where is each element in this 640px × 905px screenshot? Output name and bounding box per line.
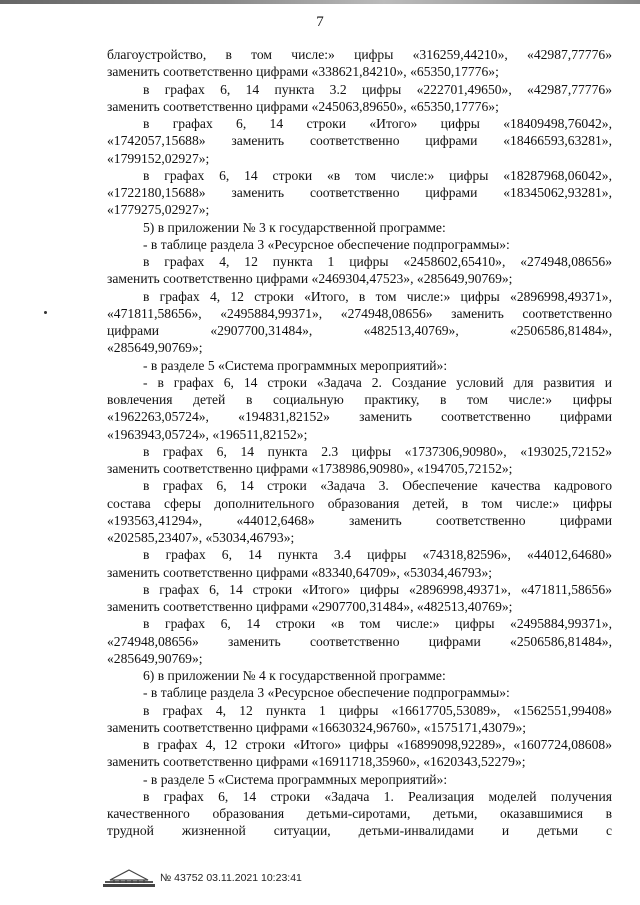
text-line: 5) в приложении № 3 к государственной программе: — [143, 219, 446, 235]
text-line: - в таблице раздела 3 «Ресурсное обеспечение подпрограммы»: — [143, 236, 510, 252]
footer — [102, 868, 522, 892]
text-line: в графах 6, 14 строки «Задача 3. Обеспечение качества кадрового — [143, 478, 612, 494]
text-line: заменить соответственно цифрами «16911718,35960», «1620343,52279»; — [107, 754, 526, 770]
text-line: - в разделе 5 «Система программных мероприятий»: — [143, 771, 448, 787]
text-line: «193563,41294», «44012,6468» заменить соответственно цифрами — [107, 512, 612, 528]
text-line: «471811,58656», «2495884,99371», «274948,08656» заменить соответственно — [107, 305, 612, 321]
text-line: заменить соответственно цифрами «245063,89650», «65350,17776»; — [107, 98, 499, 114]
text-line: в графах 6, 14 пункта 3.2 цифры «222701,49650», «42987,77776» — [143, 81, 612, 97]
text-line: заменить соответственно цифрами «83340,64709», «53034,46793»; — [107, 564, 493, 580]
text-line: в графах 6, 14 строки «в том числе:» цифры «2495884,99371», — [143, 616, 612, 632]
text-line: «202585,23407», «53034,46793»; — [107, 530, 295, 545]
text-line: «1742057,15688» заменить соответственно цифрами «18466593,63281», — [107, 133, 612, 149]
document-body — [107, 46, 612, 840]
text-line: в графах 6, 14 пункта 3.4 цифры «74318,82596», «44012,64680» — [143, 547, 612, 563]
text-line: в графах 6, 14 пункта 2.3 цифры «1737306,90980», «193025,72152» — [143, 443, 612, 459]
text-line: состава сферы дополнительного образования детей, в том числе:» цифры — [107, 495, 612, 511]
text-line: «285649,90769»; — [107, 650, 203, 666]
text-line: 6) в приложении № 4 к государственной программе: — [143, 668, 446, 683]
doc-datetime: 03.11.2021 10:23:41 — [206, 872, 302, 884]
text-line: в графах 6, 14 строки «в том числе:» цифры «18287968,06042», — [143, 167, 612, 183]
text-line: - в разделе 5 «Система программных мероприятий»: — [143, 357, 448, 373]
registration-stamp — [160, 872, 302, 884]
text-line: в графах 4, 12 строки «Итого, в том числе:» цифры «2896998,49371», — [143, 288, 612, 304]
government-building-icon — [102, 868, 156, 888]
scan-speck — [44, 311, 47, 314]
text-line: в графах 4, 12 пункта 1 цифры «16617705,53089», «1562551,99408» — [143, 702, 612, 718]
page-number: 7 — [316, 14, 324, 30]
text-line: в графах 6, 14 строки «Задача 1. Реализация моделей получения — [143, 788, 612, 804]
text-line: «1779275,02927»; — [107, 202, 210, 218]
text-line: «285649,90769»; — [107, 340, 203, 356]
text-line: «1722180,15688» заменить соответственно цифрами «18345062,93281», — [107, 185, 612, 200]
text-line: вовлечения детей в социальную практику, в том числе:» цифры — [107, 392, 612, 407]
text-line: заменить соответственно цифрами «338621,84210», «65350,17776»; — [107, 64, 499, 80]
text-line: заменить соответственно цифрами «2907700,31484», «482513,40769»; — [107, 599, 513, 614]
text-line: в графах 6, 14 строки «Итого» цифры «2896998,49371», «471811,58656» — [143, 581, 612, 597]
text-line: благоустройство, в том числе:» цифры «316259,44210», «42987,77776» — [107, 47, 612, 62]
text-line: в графах 4, 12 строки «Итого» цифры «16899098,92289», «1607724,08608» — [143, 737, 612, 752]
text-line: качественного образования детьми-сиротами, детьми, оказавшимися в — [107, 806, 612, 821]
text-line: в графах 4, 12 пункта 1 цифры «2458602,65410», «274948,08656» — [143, 254, 612, 269]
text-line: в графах 6, 14 строки «Итого» цифры «18409498,76042», — [143, 116, 612, 131]
text-line: заменить соответственно цифрами «2469304,47523», «285649,90769»; — [107, 271, 513, 287]
doc-number: № 43752 — [160, 872, 204, 884]
text-line: - в графах 6, 14 строки «Задача 2. Создание условий для развития и — [143, 374, 612, 390]
text-line: заменить соответственно цифрами «1738986,90980», «194705,72152»; — [107, 461, 513, 476]
text-line: «1963943,05724», «196511,82152»; — [107, 426, 308, 442]
text-line: цифрами «2907700,31484», «482513,40769», «2506586,81484», — [107, 323, 612, 338]
text-line: заменить соответственно цифрами «16630324,96760», «1575171,43079»; — [107, 719, 527, 735]
text-line: «274948,08656» заменить соответственно цифрами «2506586,81484», — [107, 633, 612, 649]
text-line: «1962263,05724», «194831,82152» заменить соответственно цифрами — [107, 409, 612, 425]
text-line: «1799152,02927»; — [107, 150, 210, 166]
scan-edge — [0, 0, 640, 4]
text-line: - в таблице раздела 3 «Ресурсное обеспечение подпрограммы»: — [143, 685, 510, 701]
text-line: трудной жизненной ситуации, детьми-инвалидами и детьми с — [107, 823, 612, 839]
